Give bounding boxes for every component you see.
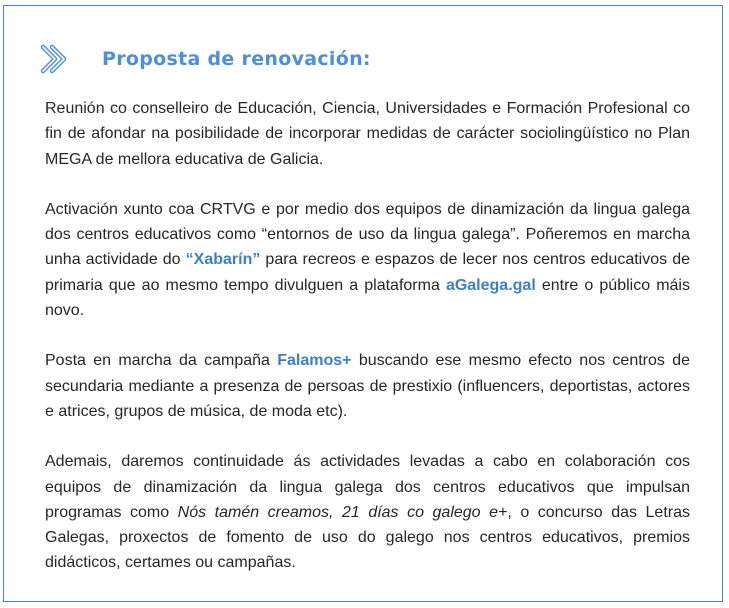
paragraph-falamos-campaign [45, 348, 690, 424]
paragraph-meeting: Reunión co conselleiro de Educación, Ciencia, Universidades e Formación Profesional co fin de afondar na posibilidade de incorporar medidas de carácter sociolingüístico no Plan MEGA de mellora educativa de Galicia. [45, 100, 690, 168]
text-segment: buscando ese mesmo efecto nos centros de secundaria mediante a presenza de persoas de prestixio (influencers, deportistas, actores e atrices, grupos de música, de moda etc). [45, 352, 691, 420]
section-title: Proposta de renovación: [102, 48, 371, 70]
xabarin-highlight: “Xabarín” [185, 251, 261, 269]
agalega-link[interactable]: aGalega.gal [445, 276, 536, 294]
text-segment: para recreos e espazos de lecer nos centros educativos de primaria que ao mesmo tempo divulguen a plataforma [45, 251, 690, 294]
double-chevron-right-icon [40, 44, 84, 74]
falamos-highlight: Falamos+ [277, 352, 352, 370]
text-segment: entre o público máis novo. [45, 276, 690, 320]
text-segment: Ademais, daremos continuidade ás actividades levadas a cabo en colaboración cos equipos de dinamización da lingua galega dos centros educativos que impulsan programas como [45, 453, 690, 521]
proposal-body [45, 96, 690, 601]
paragraph-continuity [45, 449, 690, 575]
programs-italic: Nós tamén creamos, 21 días co galego e+ [177, 503, 508, 521]
paragraph-crtvg-activation [45, 197, 690, 323]
section-header [40, 42, 371, 76]
text-segment: Activación xunto coa CRTVG e por medio dos equipos de dinamización da lingua galega dos centros educativos como “entornos de uso da lingua galega”. Poñeremos en marcha unha actividade do [45, 200, 690, 269]
text-segment: , o concurso das Letras Galegas, proxectos de fomento de uso do galego nos centros educativos, premios didácticos, certames ou campañas. [45, 503, 691, 572]
text-segment: Posta en marcha da campaña [45, 352, 278, 370]
content-box [3, 5, 723, 602]
